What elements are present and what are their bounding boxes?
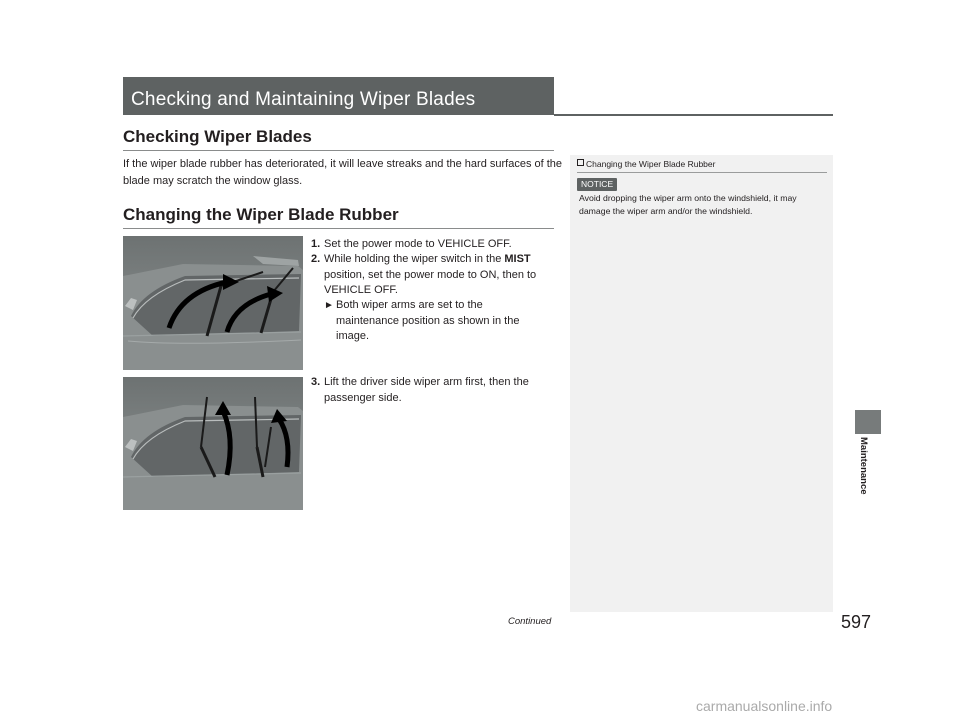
result-arrow-icon: ► [324,300,334,311]
step-number: 2. [311,253,321,265]
step-text: Lift the driver side wiper arm first, then the passenger side. [324,376,529,404]
car-windshield-illustration-1 [123,236,303,370]
notice-badge: NOTICE [577,178,617,191]
step-number: 1. [311,238,321,250]
reference-icon [577,159,584,166]
chapter-tab [855,410,881,434]
page-title: Checking and Maintaining Wiper Blades [131,89,476,110]
note-title: Changing the Wiper Blade Rubber [577,159,715,169]
header-rule [554,114,833,116]
mist-label: MIST [504,253,531,265]
heading-checking-wiper-blades: Checking Wiper Blades [123,127,312,146]
side-note-panel [570,155,833,612]
step-text: Set the power mode to VEHICLE OFF. [324,238,512,250]
car-windshield-illustration-2 [123,377,303,510]
continued-label: Continued [508,616,552,627]
step-text: While holding the wiper switch in the MIST position, set the power mode to ON, then to VEHICLE OFF. [324,253,537,296]
notice-text: Avoid dropping the wiper arm onto the windshield, it may damage the wiper arm and/or the windshield. [579,193,797,216]
intro-paragraph: If the wiper blade rubber has deteriorated, it will leave streaks and the hard surfaces of the blade may scratch the window glass. [123,158,563,187]
step-number: 3. [311,376,321,388]
page-number: 597 [841,612,872,632]
note-rule [577,172,827,173]
heading-changing-wiper-blade-rubber: Changing the Wiper Blade Rubber [123,205,399,224]
heading-rule [123,228,554,229]
watermark: carmanualsonline.info [696,698,833,714]
result-text: Both wiper arms are set to the maintenance position as shown in the image. [336,299,520,342]
heading-rule [123,150,554,151]
wiper-lifted-image [123,377,303,510]
chapter-label: Maintenance [858,437,869,495]
wiper-maintenance-position-image [123,236,303,370]
